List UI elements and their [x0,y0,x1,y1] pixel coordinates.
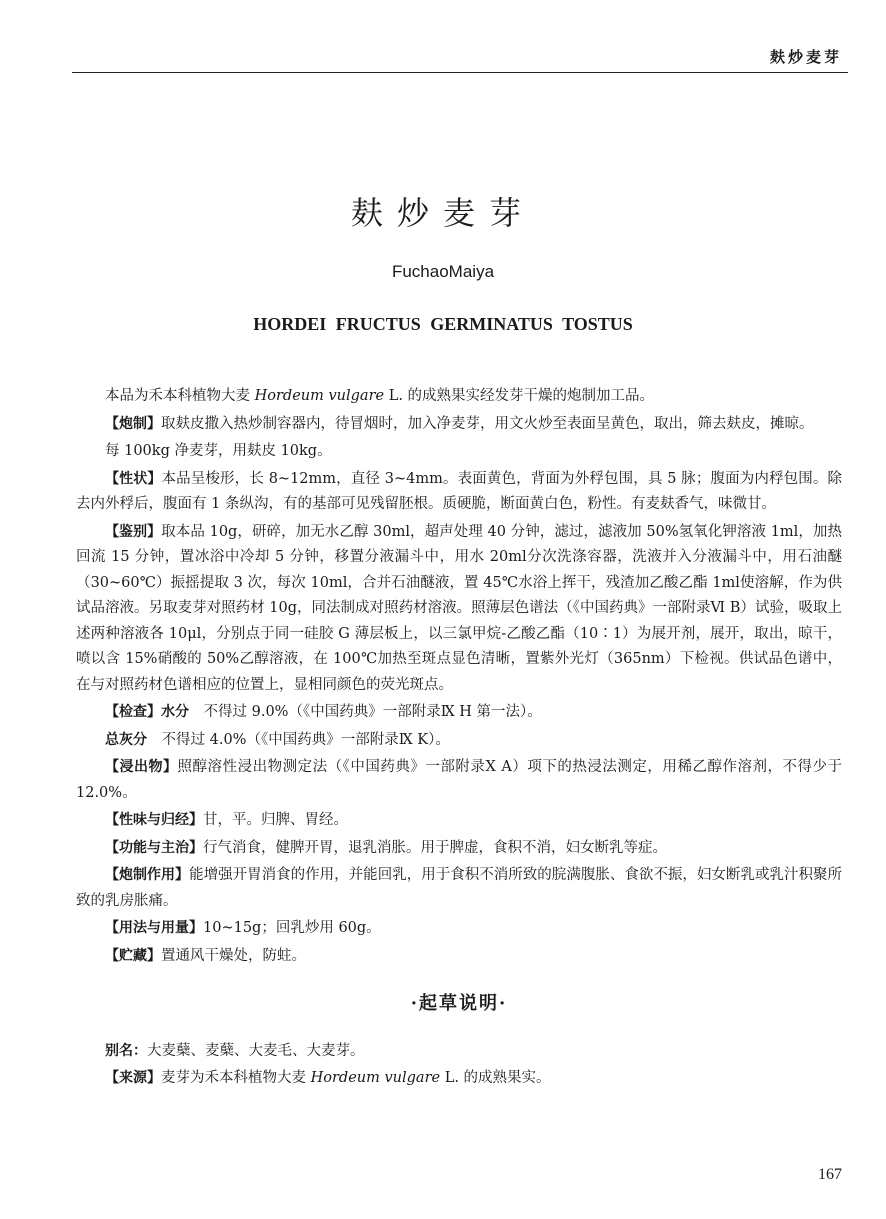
header-rule [72,72,848,73]
nature-label: 【性味与归经】 [105,812,203,828]
ash-label: 总灰分 [105,731,147,748]
latin-name: HORDEI FRUCTUS GERMINATUS TOSTUS [253,314,633,334]
processing-paragraph: 【炮制】取麸皮撒入热炒制容器内，待冒烟时，加入净麦芽，用文火炒至表面呈黄色，取出，筛去麸皮，摊晾。 [105,415,814,432]
usage-paragraph: 【用法与用量】10~15g；回乳炒用 60g。 [105,920,381,936]
storage-paragraph: 【贮藏】置通风干燥处，防蛀。 [105,947,306,964]
function-paragraph: 【功能与主治】行气消食，健脾开胃，退乳消胀。用于脾虚，食积不消，妇女断乳等症。 [105,839,667,856]
character-paragraph: 【性状】本品呈梭形，长 8~12mm，直径 3~4mm。表面黄色，背面为外稃包围，具 5 脉；腹面为内稃包围。除去内外稃后，腹面有 1 条纵沟，有的基部可见残留胚根。质硬脆，断面黄白色，粉性。有麦麸香气，味微甘。 [76,470,842,512]
nature-paragraph: 【性味与归经】甘，平。归脾、胃经。 [105,812,348,828]
storage-label: 【贮藏】 [105,947,161,964]
effect-label: 【炮制作用】 [105,867,190,883]
processing-label: 【炮制】 [105,415,161,432]
ratio-paragraph: 每 100kg 净麦芽，用麸皮 10kg。 [105,443,332,459]
monograph-body [76,384,842,1094]
inspection-label: 【检查】 [105,704,161,720]
intro-paragraph: 本品为禾本科植物大麦 Hordeum vulgare L. 的成熟果实经发芽干燥的炮制加工品。 [105,388,655,404]
page-number: 167 [818,1166,842,1183]
extract-paragraph: 【浸出物】照醇溶性浸出物测定法（《中国药典》一部附录Ⅹ A）项下的热浸法测定，用稀乙醇作溶剂，不得少于 12.0%。 [76,759,843,801]
page-title: 麸炒麦芽 [350,194,535,232]
identification-label: 【鉴别】 [105,523,162,540]
effect-paragraph: 【炮制作用】能增强开胃消食的作用，并能回乳，用于食积不消所致的脘满腹胀、食欲不振，妇女断乳或乳汁积聚所致的乳房胀痛。 [76,867,842,909]
running-header: 麸炒麦芽 [769,48,842,66]
identification-paragraph: 【鉴别】取本品 10g，研碎，加无水乙醇 30ml，超声处理 40 分钟，滤过，滤液加 50%氢氧化钾溶液 1ml，加热回流 15 分钟，置冰浴中冷却 5 分钟，移置分液漏斗中，用水 20ml分次洗涤容器，洗液并入分液漏斗中，用石油醚（30~60℃）振摇提取 3 次，每次 10ml，合并石油醚液，置 45℃水浴上挥干，残渣加乙酸乙酯 1ml使溶解，作为供试品溶液。另取麦芽对照药材 10g，同法制成对照药材溶液。照薄层色谱法（《中国药典》一部附录Ⅵ B）试验，吸取上述两种溶液各 10μl，分别点于同一硅胶 G 薄层板上，以三氯甲烷-乙酸乙酯（10∶1）为展开剂，展开，取出，晾干，喷以含 15%硝酸的 50%乙醇溶液，在 100℃加热至斑点显色清晰，置紫外光灯（365nm）下检视。供试品色谱中，在与对照药材色谱相应的位置上，显相同颜色的荧光斑点。 [76,523,842,693]
extract-label: 【浸出物】 [105,759,178,775]
inspection-paragraph: 【检查】水分 不得过 9.0%（《中国药典》一部附录Ⅸ H 第一法）。 [105,704,542,720]
moisture-label: 水分 [161,704,189,720]
usage-label: 【用法与用量】 [105,920,203,936]
source-paragraph: 【来源】麦芽为禾本科植物大麦 Hordeum vulgare L. 的成熟果实。 [105,1070,551,1086]
pinyin-name: FuchaoMaiya [391,262,495,281]
alias-paragraph: 别名：大麦蘖、麦蘖、大麦毛、大麦芽。 [105,1042,365,1059]
character-label: 【性状】 [105,470,162,487]
alias-label: 别名： [105,1042,147,1059]
drafting-section-title: ·起草说明· [410,993,508,1014]
source-label: 【来源】 [105,1070,161,1086]
function-label: 【功能与主治】 [105,839,203,856]
ash-paragraph: 总灰分 不得过 4.0%（《中国药典》一部附录Ⅸ K）。 [105,731,450,748]
